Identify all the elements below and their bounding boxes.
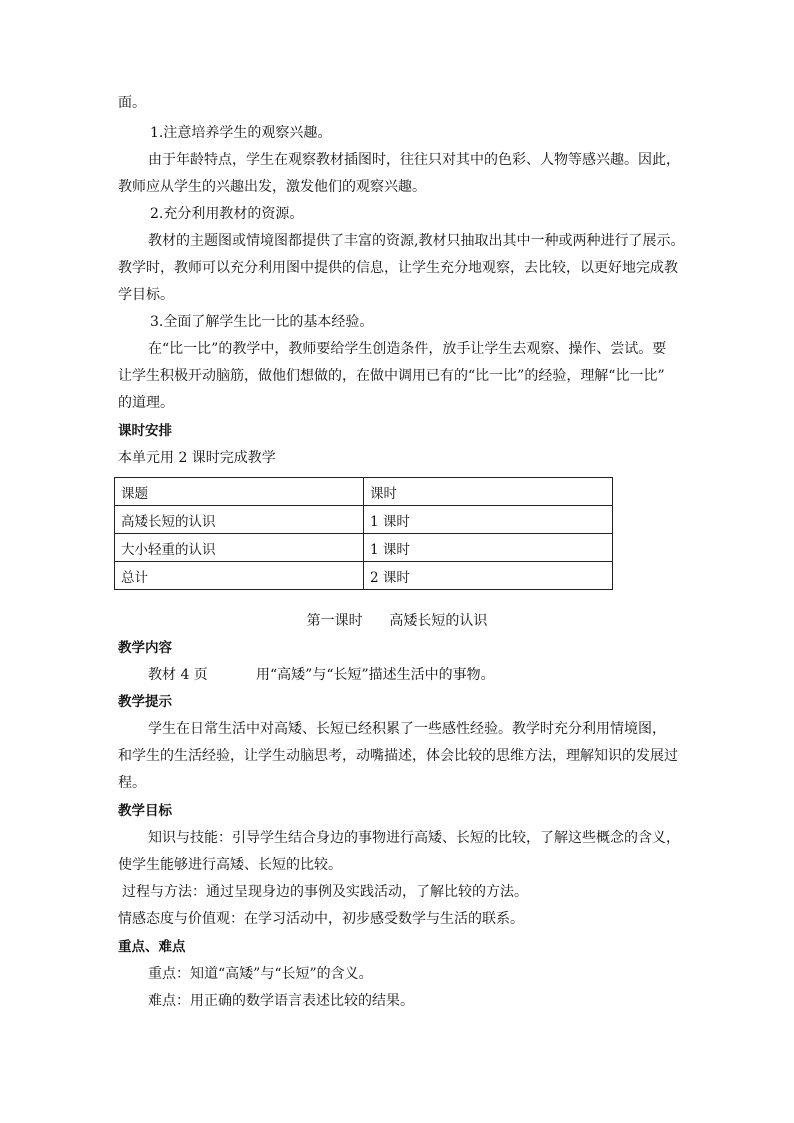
table-header-row — [115, 478, 613, 506]
key-point: 重点：知道“高矮”与“长短”的含义。 — [148, 966, 373, 982]
goals-heading: 教学目标 — [118, 803, 172, 819]
tip-1-line-2: 教师应从学生的兴趣出发，激发他们的观察兴趣。 — [118, 179, 426, 195]
table-row — [115, 534, 613, 562]
schedule-summary: 本单元用 2 课时完成教学 — [118, 450, 276, 466]
hint-line-2: 和学生的生活经验，让学生动脑思考，动嘴描述，体会比较的思维方法，理解知识的发展过 — [118, 748, 678, 764]
header-periods: 课时 — [364, 478, 613, 506]
row-periods: 1 课时 — [364, 534, 613, 562]
header-topic: 课题 — [115, 478, 364, 506]
tip-1-line-1: 由于年龄特点，学生在观察教材插图时，往往只对其中的色彩、人物等感兴趣。因此， — [148, 152, 680, 168]
hint-heading: 教学提示 — [118, 694, 172, 710]
tip-3-line-3: 的道理。 — [118, 395, 174, 411]
key-heading: 重点、难点 — [118, 939, 186, 955]
schedule-table — [114, 477, 613, 590]
goal-1-line-2: 使学生能够进行高矮、长短的比较。 — [118, 857, 342, 873]
row-topic: 总计 — [115, 562, 364, 590]
content-page: 教材 4 页 — [148, 667, 208, 683]
content-row — [148, 662, 495, 689]
tip-2-title: 2.充分利用教材的资源。 — [150, 206, 304, 222]
row-topic: 大小轻重的认识 — [115, 534, 364, 562]
lesson-title: 第一课时 高矮长短的认识 — [306, 613, 488, 629]
schedule-heading: 课时安排 — [118, 423, 172, 439]
tip-3-line-2: 让学生积极开动脑筋，做他们想做的，在做中调用已有的“比一比”的经验，理解“比一比” — [118, 368, 665, 384]
tip-2-line-2: 教学时，教师可以充分利用图中提供的信息，让学生充分地观察，去比较，以更好地完成教 — [118, 260, 678, 276]
hint-line-1: 学生在日常生活中对高矮、长短已经积累了一些感性经验。教学时充分利用情境图， — [148, 721, 666, 737]
difficult-point: 难点：用正确的数学语言表述比较的结果。 — [148, 993, 414, 1009]
row-periods: 2 课时 — [364, 562, 613, 590]
tip-2-line-3: 学目标。 — [118, 287, 174, 303]
continued-text: 面。 — [118, 95, 146, 111]
content-description: 用“高矮”与“长短”描述生活中的事物。 — [256, 667, 495, 683]
tip-1-title: 1.注意培养学生的观察兴趣。 — [150, 125, 332, 141]
row-topic: 高矮长短的认识 — [115, 506, 364, 534]
tip-3-title: 3.全面了解学生比一比的基本经验。 — [150, 314, 374, 330]
goal-2: 过程与方法：通过呈现身边的事例及实践活动，了解比较的方法。 — [122, 884, 528, 900]
table-row — [115, 506, 613, 534]
table-row — [115, 562, 613, 590]
tip-3-line-1: 在“比一比”的教学中，教师要给学生创造条件，放手让学生去观察、操作、尝试。要 — [148, 341, 667, 357]
tip-2-line-1: 教材的主题图或情境图都提供了丰富的资源,教材只抽取出其中一种或两种进行了展示。 — [148, 233, 685, 249]
row-periods: 1 课时 — [364, 506, 613, 534]
goal-3: 情感态度与价值观：在学习活动中，初步感受数学与生活的联系。 — [118, 911, 524, 927]
content-heading: 教学内容 — [118, 640, 172, 656]
hint-line-3: 程。 — [118, 775, 146, 791]
goal-1-line-1: 知识与技能：引导学生结合身边的事物进行高矮、长短的比较，了解这些概念的含义， — [148, 830, 680, 846]
